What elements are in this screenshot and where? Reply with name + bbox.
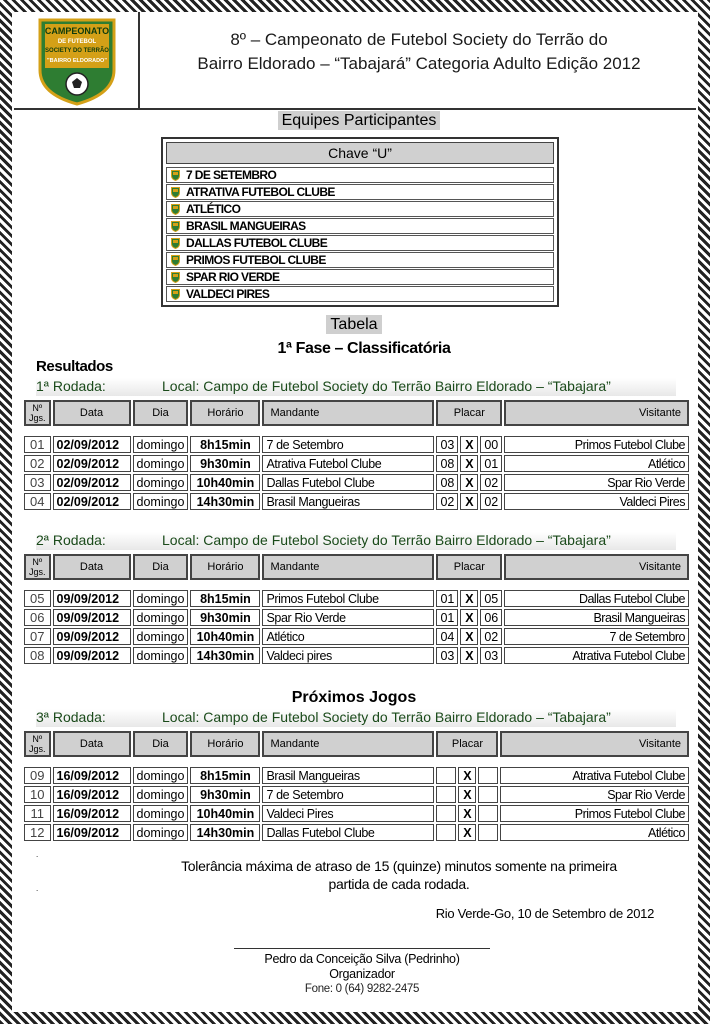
next-games-heading: Próximos Jogos (291, 689, 417, 706)
col-data: Data (53, 731, 131, 757)
away-score: 02 (480, 474, 502, 491)
shield-icon (171, 272, 180, 283)
col-dia: Dia (133, 731, 189, 757)
game-time: 8h15min (190, 767, 260, 784)
game-time: 14h30min (190, 647, 260, 664)
round-label (36, 378, 676, 396)
tolerance-line-2: partida de cada rodada. (328, 876, 470, 892)
away-team: Atlético (500, 824, 689, 841)
away-team: 7 de Setembro (504, 628, 689, 645)
score-separator: X (458, 786, 476, 803)
shield-icon (171, 255, 180, 266)
team-item (166, 235, 554, 251)
team-name: 7 DE SETEMBRO (186, 168, 277, 182)
col-visitante: Visitante (504, 400, 689, 426)
away-score: 05 (480, 590, 502, 607)
home-score: 04 (436, 628, 458, 645)
col-mandante: Mandante (262, 400, 434, 426)
table-row (24, 590, 689, 607)
game-number: 11 (24, 805, 51, 822)
shield-icon (171, 289, 180, 300)
team-name: DALLAS FUTEBOL CLUBE (186, 236, 328, 250)
away-score: 06 (480, 609, 502, 626)
team-item (166, 252, 554, 268)
team-item (166, 269, 554, 285)
round-number: 3ª Rodada: (36, 709, 106, 725)
document-header (14, 12, 696, 110)
game-day: domingo (133, 628, 189, 645)
away-team: Spar Rio Verde (504, 474, 689, 491)
game-date: 02/09/2012 (53, 436, 131, 453)
table-row (24, 805, 689, 822)
score-separator: X (460, 455, 478, 472)
title-line-1: 8º – Campeonato de Futebol Society do Terrão do (230, 30, 608, 49)
shield-icon (171, 170, 180, 181)
away-team: Primos Futebol Clube (504, 436, 689, 453)
away-team: Atlético (504, 455, 689, 472)
col-num: Nº Jgs. (24, 400, 51, 426)
col-visitante: Visitante (504, 554, 689, 580)
header-divider (138, 12, 140, 110)
game-date: 16/09/2012 (53, 767, 131, 784)
game-date: 09/09/2012 (53, 590, 131, 607)
game-number: 04 (24, 493, 51, 510)
games-table (22, 729, 691, 843)
away-team: Atrativa Futebol Clube (500, 767, 689, 784)
phase-title: 1ª Fase – Classificatória (277, 340, 451, 357)
table-row (24, 609, 689, 626)
away-score: 02 (480, 493, 502, 510)
home-team: Dallas Futebol Clube (262, 474, 434, 491)
team-item (166, 184, 554, 200)
score-separator: X (460, 590, 478, 607)
col-horario: Horário (190, 554, 260, 580)
home-team: Brasil Mangueiras (262, 767, 434, 784)
team-list (163, 167, 557, 302)
organizer-role: Organizador (329, 967, 395, 981)
score-separator: X (460, 436, 478, 453)
home-team: 7 de Setembro (262, 786, 434, 803)
game-time: 10h40min (190, 474, 260, 491)
game-date: 02/09/2012 (53, 474, 131, 491)
game-number: 06 (24, 609, 51, 626)
table-row (24, 436, 689, 453)
home-score: 02 (436, 493, 458, 510)
col-horario: Horário (190, 731, 260, 757)
col-horario: Horário (190, 400, 260, 426)
home-score (436, 805, 456, 822)
team-name: SPAR RIO VERDE (186, 270, 280, 284)
game-day: domingo (133, 824, 189, 841)
home-score: 03 (436, 436, 458, 453)
table-row (24, 786, 689, 803)
home-score: 08 (436, 455, 458, 472)
game-number: 08 (24, 647, 51, 664)
game-date: 02/09/2012 (53, 493, 131, 510)
shield-icon (171, 187, 180, 198)
game-number: 07 (24, 628, 51, 645)
round-location: Local: Campo de Futebol Society do Terrão Bairro Eldorado – “Tabajara” (162, 378, 611, 394)
shield-icon (171, 204, 180, 215)
score-separator: X (460, 609, 478, 626)
game-date: 16/09/2012 (53, 786, 131, 803)
away-score: 00 (480, 436, 502, 453)
game-date: 16/09/2012 (53, 824, 131, 841)
logo-text-3: SOCIETY DO TERRÃO (45, 48, 109, 54)
table-row (24, 493, 689, 510)
results-heading: Resultados (36, 358, 113, 375)
game-number: 12 (24, 824, 51, 841)
game-day: domingo (133, 474, 189, 491)
tolerance-note (164, 857, 634, 893)
col-placar: Placar (436, 400, 502, 426)
table-header (24, 731, 689, 757)
game-day: domingo (133, 455, 189, 472)
home-score: 01 (436, 609, 458, 626)
home-score (436, 767, 456, 784)
away-team: Atrativa Futebol Clube (504, 647, 689, 664)
col-num: Nº Jgs. (24, 731, 51, 757)
home-score: 01 (436, 590, 458, 607)
teams-section-title: Equipes Participantes (264, 112, 454, 130)
away-score: 01 (480, 455, 502, 472)
organizer-phone: Fone: 0 (64) 9282-2475 (304, 983, 420, 995)
table-row (24, 628, 689, 645)
table-header (24, 400, 689, 426)
home-team: Valdeci pires (262, 647, 434, 664)
game-number: 02 (24, 455, 51, 472)
home-team: Dallas Futebol Clube (262, 824, 434, 841)
games-table (22, 398, 691, 512)
championship-logo (36, 16, 118, 106)
game-number: 10 (24, 786, 51, 803)
round-number: 2ª Rodada: (36, 532, 106, 548)
away-team: Valdeci Pires (504, 493, 689, 510)
col-data: Data (53, 400, 131, 426)
table-row (24, 647, 689, 664)
team-item (166, 286, 554, 302)
teams-box (161, 137, 559, 307)
games-table (22, 552, 691, 666)
game-number: 03 (24, 474, 51, 491)
game-time: 9h30min (190, 455, 260, 472)
game-day: domingo (133, 767, 189, 784)
game-day: domingo (133, 786, 189, 803)
game-time: 14h30min (190, 493, 260, 510)
game-day: domingo (133, 493, 189, 510)
game-time: 9h30min (190, 609, 260, 626)
col-mandante: Mandante (262, 731, 434, 757)
game-number: 05 (24, 590, 51, 607)
game-day: domingo (133, 805, 189, 822)
logo-text-4: "BAIRRO ELDORADO" (47, 58, 107, 64)
game-time: 8h15min (190, 436, 260, 453)
home-team: Spar Rio Verde (262, 609, 434, 626)
document-title (154, 28, 684, 76)
home-score: 03 (436, 647, 458, 664)
tolerance-line-1: Tolerância máxima de atraso de 15 (quinze) minutos somente na primeira (181, 858, 617, 874)
game-date: 09/09/2012 (53, 628, 131, 645)
away-team: Primos Futebol Clube (500, 805, 689, 822)
away-score (478, 805, 498, 822)
game-time: 10h40min (190, 805, 260, 822)
table-row (24, 474, 689, 491)
game-day: domingo (133, 590, 189, 607)
col-data: Data (53, 554, 131, 580)
team-item (166, 201, 554, 217)
round-label (36, 532, 676, 550)
game-day: domingo (133, 647, 189, 664)
home-team: Atrativa Futebol Clube (262, 455, 434, 472)
game-time: 14h30min (190, 824, 260, 841)
score-separator: X (458, 767, 476, 784)
table-row (24, 824, 689, 841)
away-score: 02 (480, 628, 502, 645)
away-score: 03 (480, 647, 502, 664)
away-score (478, 767, 498, 784)
table-header (24, 554, 689, 580)
game-number: 01 (24, 436, 51, 453)
home-score: 08 (436, 474, 458, 491)
col-placar: Placar (436, 731, 498, 757)
away-team: Dallas Futebol Clube (504, 590, 689, 607)
game-date: 09/09/2012 (53, 647, 131, 664)
col-dia: Dia (133, 554, 189, 580)
round-number: 1ª Rodada: (36, 378, 106, 394)
table-row (24, 767, 689, 784)
home-team: Atlético (262, 628, 434, 645)
game-date: 16/09/2012 (53, 805, 131, 822)
home-score (436, 786, 456, 803)
shield-icon (171, 238, 180, 249)
score-separator: X (460, 647, 478, 664)
tabela-title: Tabela (314, 316, 394, 334)
score-separator: X (460, 628, 478, 645)
round-location: Local: Campo de Futebol Society do Terrão Bairro Eldorado – “Tabajara” (162, 709, 611, 725)
score-separator: X (460, 474, 478, 491)
game-day: domingo (133, 436, 189, 453)
col-visitante: Visitante (500, 731, 689, 757)
score-separator: X (458, 805, 476, 822)
group-title: Chave “U” (166, 142, 554, 164)
date-line: Rio Verde-Go, 10 de Setembro de 2012 (435, 906, 654, 921)
home-score (436, 824, 456, 841)
document-page: CAMPEONATO DE FUTEBOL SOCIETY DO TERRÃO "BAIRRO ELDORADO" 8º – Campeonato de Futebol Society do Terrão do Bairro Eldorado – “Tabajará” Categoria Adulto Edição 2012 Equipes Participantes Chave “U” 7 DE SETEMBRO ATRATIVA FUTEBOL CLUBE ATLÉTICO BRASIL MANGUEIRAS DALLAS FUTEBOL CLUBE PRIMOS FUTEBOL CLUBE SPAR RIO VERDE VALDECI PIRES Tabela 1ª Fase – Classificatória Resultados 1ª Rodada: Local: Campo de Futebol Society do Terrão Bairro Eldorado – “Tabajara” Nº Jgs. Data Dia Horário Mandante Placar Visitante 01 02/09/2012 domingo 8h15min 7 de Setembro 03 X 00 Primos Futebol Clube 02 02/09/2012 domingo 9h30min Atrativa Futebol Clube 08 X 01 Atlético 03 02/09/2012 domingo 10h40min Dallas Futebol Clube 08 X 02 Spar Rio Verde 04 02/09/2012 domingo 14h30min Brasil Mangueiras 02 X 02 Valdeci Pires 2ª Rodada: Local: Campo de Futebol Society do Terrão Bairro Eldorado – “Tabajara” Nº Jgs. Data Dia Horário Mandante Placar Visitante 05 09/09/2012 domingo 8h15min Primos Futebol Clube 01 X 05 Dallas Futebol Clube 06 09/09/2012 domingo 9h30min Spar Rio Verde 01 X 06 Brasil Mangueiras 07 09/09/2012 domingo 10h40min Atlético 04 X 02 7 de Setembro 08 09/09/2012 domingo 14h30min Valdeci pires 03 X 03 Atrativa Futebol Clube 3ª Rodada: Local: Campo de Futebol Society do Terrão Bairro Eldorado – “Tabajara” Nº Jgs. Data Dia Horário Mandante Placar Visitante 09 16/09/2012 domingo 8h15min Brasil Mangueiras X Atrativa Futebol Clube 10 16/09/2012 domingo 9h30min 7 de Setembro X Spar Rio Verde 11 16/09/2012 domingo 10h40min Valdeci Pires X Primos Futebol Clube 12 16/09/2012 domingo 14h30min Dallas Futebol Clube X Atlético Próximos Jogos . . Tolerância máxima de atraso de 15 (quinze) minutos somente na primeira partida de cada rodada. Rio Verde-Go, 10 de Setembro de 2012 Pedro da Conceição Silva (Pedrinho) Organizador Fone: 0 (64) 9282-2475 (14, 12, 696, 1012)
signature-block (214, 952, 510, 997)
table-row (24, 455, 689, 472)
game-time: 10h40min (190, 628, 260, 645)
logo-text-1: CAMPEONATO (44, 26, 110, 36)
team-name: PRIMOS FUTEBOL CLUBE (186, 253, 326, 267)
score-separator: X (458, 824, 476, 841)
col-placar: Placar (436, 554, 502, 580)
away-score (478, 824, 498, 841)
logo-text-2: DE FUTEBOL (57, 39, 97, 45)
organizer-name: Pedro da Conceição Silva (Pedrinho) (264, 952, 460, 966)
title-line-2: Bairro Eldorado – “Tabajará” Categoria Adulto Edição 2012 (197, 54, 641, 73)
shield-icon (171, 221, 180, 232)
team-name: ATRATIVA FUTEBOL CLUBE (186, 185, 335, 199)
game-day: domingo (133, 609, 189, 626)
team-item (166, 218, 554, 234)
game-time: 8h15min (190, 590, 260, 607)
score-separator: X (460, 493, 478, 510)
col-dia: Dia (133, 400, 189, 426)
game-date: 09/09/2012 (53, 609, 131, 626)
team-name: ATLÉTICO (186, 202, 241, 216)
home-team: 7 de Setembro (262, 436, 434, 453)
home-team: Primos Futebol Clube (262, 590, 434, 607)
home-team: Brasil Mangueiras (262, 493, 434, 510)
away-team: Brasil Mangueiras (504, 609, 689, 626)
team-name: VALDECI PIRES (186, 287, 270, 301)
game-time: 9h30min (190, 786, 260, 803)
game-date: 02/09/2012 (53, 455, 131, 472)
signature-line (234, 948, 490, 949)
col-mandante: Mandante (262, 554, 434, 580)
round-location: Local: Campo de Futebol Society do Terrão Bairro Eldorado – “Tabajara” (162, 532, 611, 548)
away-score (478, 786, 498, 803)
away-team: Spar Rio Verde (500, 786, 689, 803)
col-num: Nº Jgs. (24, 554, 51, 580)
game-number: 09 (24, 767, 51, 784)
team-name: BRASIL MANGUEIRAS (186, 219, 306, 233)
round-label (36, 709, 676, 727)
home-team: Valdeci Pires (262, 805, 434, 822)
team-item (166, 167, 554, 183)
